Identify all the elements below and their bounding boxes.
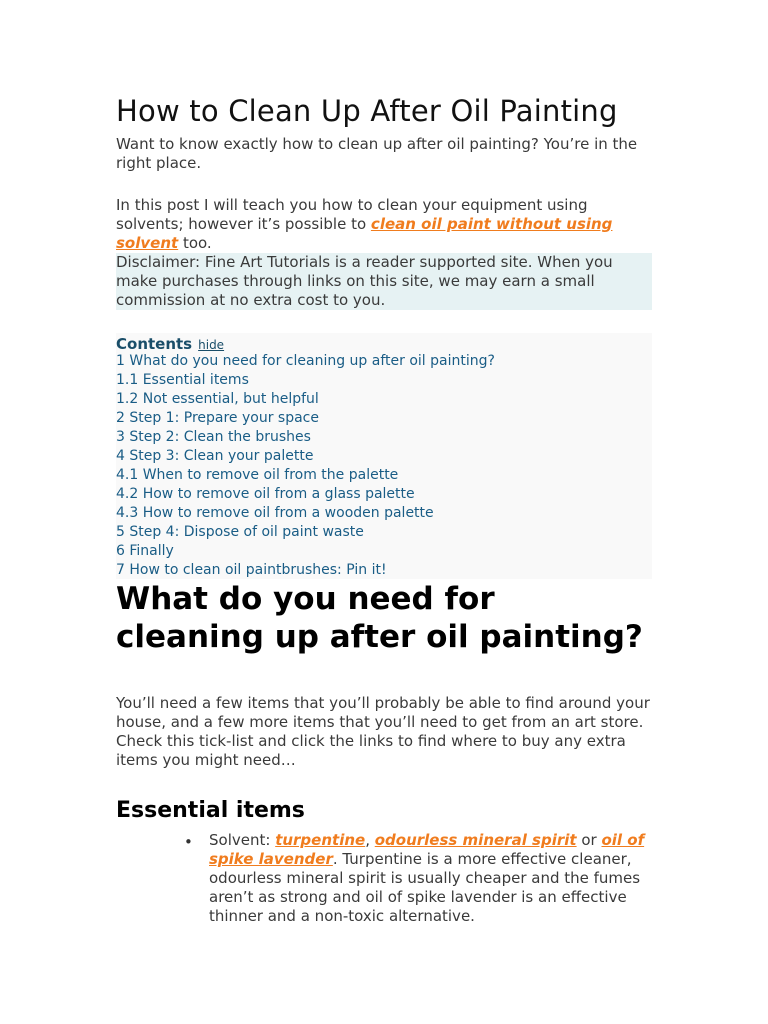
- oil-of-spike-lavender-link[interactable]: oil of spike lavender: [209, 831, 645, 868]
- toc-title: Contents: [116, 335, 193, 353]
- intro2-tail: too.: [178, 234, 212, 252]
- page-title: How to Clean Up After Oil Painting: [116, 94, 618, 128]
- toc-item[interactable]: 1 What do you need for cleaning up after oil painting?: [116, 353, 495, 369]
- toc-item[interactable]: 4.3 How to remove oil from a wooden palette: [116, 505, 434, 521]
- toc-item[interactable]: 5 Step 4: Dispose of oil paint waste: [116, 524, 364, 540]
- toc-item[interactable]: 3 Step 2: Clean the brushes: [116, 429, 311, 445]
- toc-item[interactable]: 6 Finally: [116, 543, 174, 559]
- toc-hide-link[interactable]: hide: [198, 338, 225, 352]
- intro-paragraph: Want to know exactly how to clean up after oil painting? You’re in the right place.: [116, 135, 638, 172]
- disclaimer-box: [116, 253, 652, 310]
- list-item: [209, 831, 649, 926]
- essential-items-heading: Essential items: [116, 798, 305, 823]
- intro-paragraph-2: [116, 196, 652, 253]
- odourless-mineral-spirit-link[interactable]: odourless mineral spirit: [374, 831, 577, 849]
- toc-item[interactable]: 4.1 When to remove oil from the palette: [116, 467, 399, 483]
- section-heading: What do you need for cleaning up after oil painting?: [116, 581, 643, 655]
- bullet-rest: . Turpentine is a more effective cleaner, odourless mineral spirit is usually cheaper and the fumes aren’t as strong and oil of spike lavender is an effective thinner and a non-toxic alternative.: [209, 850, 641, 925]
- bullet-icon: •: [184, 833, 193, 851]
- clean-without-solvent-link[interactable]: clean oil paint without using solvent: [116, 215, 613, 252]
- toc-item[interactable]: 1.1 Essential items: [116, 372, 249, 388]
- intro2-text: In this post I will teach you how to clean your equipment using solvents; however it’s possible to: [116, 196, 588, 233]
- bullet-sep: ,: [365, 831, 375, 849]
- bullet-lead: Solvent:: [209, 831, 276, 849]
- turpentine-link[interactable]: turpentine: [275, 831, 366, 849]
- bullet-sep: or: [576, 831, 602, 849]
- table-of-contents: [116, 333, 652, 579]
- section-paragraph: You’ll need a few items that you’ll probably be able to find around your house, and a few more items that you’ll need to get from an art store. Check this tick-list and click the links to find where to buy any extra items you might need…: [116, 694, 650, 769]
- toc-item[interactable]: 7 How to clean oil paintbrushes: Pin it!: [116, 562, 387, 578]
- toc-list: [116, 352, 495, 580]
- toc-item[interactable]: 1.2 Not essential, but helpful: [116, 391, 319, 407]
- disclaimer-text: Disclaimer: Fine Art Tutorials is a reader supported site. When you make purchases through links on this site, we may earn a small commission at no extra cost to you.: [116, 253, 613, 309]
- toc-item[interactable]: 4.2 How to remove oil from a glass palette: [116, 486, 415, 502]
- toc-item[interactable]: 2 Step 1: Prepare your space: [116, 410, 319, 426]
- toc-header: [116, 334, 224, 353]
- toc-item[interactable]: 4 Step 3: Clean your palette: [116, 448, 314, 464]
